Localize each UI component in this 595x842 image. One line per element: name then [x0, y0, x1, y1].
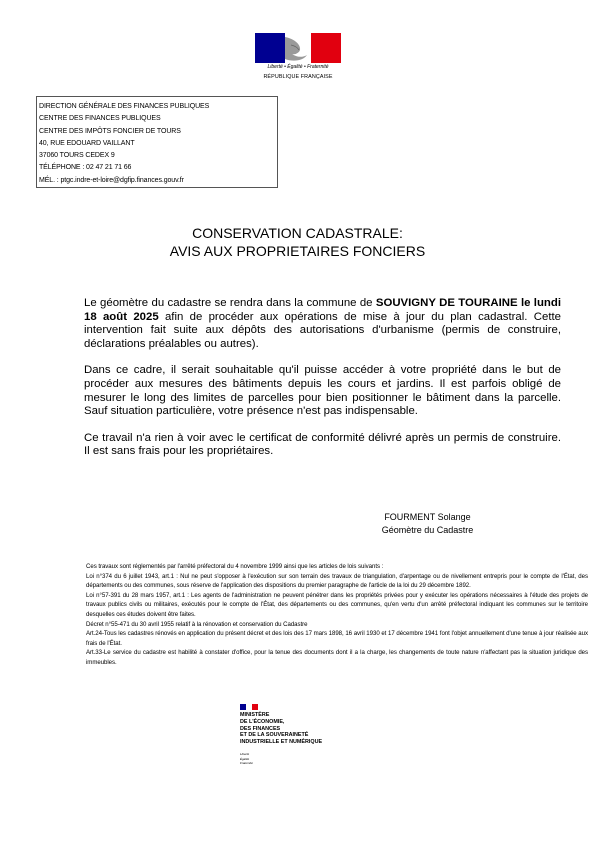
address-phone: TÉLÉPHONE : 02 47 21 71 66 [39, 164, 132, 172]
paragraph-conformity: Ce travail n'a rien à voir avec le certificat de conformité délivré après un permis de construire. Il est sans frais pour les propriétaires. [84, 431, 561, 458]
ministry-name: MINISTÈRE DE L'ÉCONOMIE, DES FINANCES ET DE LA SOUVERAINETÉ INDUSTRIELLE ET NUMÉRIQUE [240, 712, 323, 746]
republic-motto: Liberté • Égalité • Fraternité [267, 64, 329, 70]
commune-name: SOUVIGNY DE TOURAINE [375, 297, 518, 309]
legal-notes [86, 562, 588, 668]
title-line-2: AVIS AUX PROPRIETAIRES FONCIERS [169, 243, 426, 259]
address-email: MÉL. : ptgc.indre-et-loire@dgfip.finances.gouv.fr [39, 176, 184, 184]
title-line-1: CONSERVATION CADASTRALE: [192, 225, 403, 241]
announcement-text-cont: afin de procéder aux opérations de mise à jour du plan cadastral. Cette intervention fait suite aux dépôts des autorisations d'urbanisme (permis de construire, déclarations préalables ou autres). [84, 310, 561, 351]
marianne-flag-icon [255, 33, 341, 63]
visit-date: le lundi 18 août 2025 [84, 297, 562, 323]
legal-line: Loi n°57-391 du 28 mars 1957, art.1 : Les agents de l'administration ne peuvent pénétrer dans les propriétés privées pour y exécuter les opérations nécessaires à l'étude des projets de travaux publics civils ou militaires, exécutés pour le compte de l'État, des départements ou des communes, qu'en vertu d'un arrêté préfectoral indiquant les communes sur le territoire desquelles ces études doivent être faites. [86, 591, 588, 618]
address-line: DIRECTION GÉNÉRALE DES FINANCES PUBLIQUES [39, 103, 210, 110]
address-box [36, 96, 278, 188]
signatory-name: FOURMENT Solange [384, 512, 471, 522]
ministry-motto: Liberté Égalité Fraternité [240, 752, 253, 766]
notice-body [84, 297, 561, 472]
tricolor-flag-icon [240, 704, 258, 710]
address-line: CENTRE DES IMPÔTS FONCIER DE TOURS [39, 127, 181, 135]
notice-title [0, 224, 595, 260]
signatory-role: Géomètre du Cadastre [381, 524, 474, 535]
paragraph-announcement [84, 297, 561, 352]
legal-line: Ces travaux sont réglementés par l'arrêté préfectoral du 4 novembre 1999 ainsi que les articles de lois suivants : [86, 563, 384, 570]
legal-line: Art.24-Tous les cadastres rénovés en application du présent décret et des lois des 17 mars 1898, 16 avril 1930 et 17 décembre 1941 font l'objet annuellement d'une tenue à jour réalisée aux frais de l'État. [86, 630, 588, 647]
legal-line: Décret n°55-471 du 30 avril 1955 relatif à la rénovation et conservation du Cadastre [86, 620, 308, 628]
announcement-text: Le géomètre du cadastre se rendra dans la commune de [84, 297, 376, 309]
legal-line: Art.33-Le service du cadastre est habilité à constater d'office, pour la tenue des documents dont il a la charge, les changements de toute nature n'affectant pas la situation juridique des immeubles. [86, 649, 588, 666]
ministry-logo [240, 704, 360, 774]
address-line: 37060 TOURS CEDEX 9 [39, 152, 115, 160]
signature-block [350, 511, 505, 536]
address-line: 40, RUE EDOUARD VAILLANT [39, 139, 135, 147]
republic-name: RÉPUBLIQUE FRANÇAISE [263, 74, 333, 80]
republique-francaise-logo [255, 33, 341, 85]
paragraph-access: Dans ce cadre, il serait souhaitable qu'il puisse accéder à votre propriété dans le but de procéder aux mesures des bâtiments depuis les cours et jardins. Il est parfois obligé de mesurer le long des limites de parcelles pour bien positionner le bâtiment dans la parcelle. Sauf situation particulière, votre présence n'est pas indispensable. [84, 364, 561, 418]
legal-line: Loi n°374 du 6 juillet 1943, art.1 : Nul ne peut s'opposer à l'exécution sur son terrain des travaux de triangulation, d'arpentage ou de nivellement entrepris pour le compte de l'État, des départements ou des communes, sous réserve de l'application des dispositions du premier paragraphe de l'article de la loi du 29 décembre 1892. [86, 572, 588, 590]
address-line: CENTRE DES FINANCES PUBLIQUES [39, 115, 161, 123]
